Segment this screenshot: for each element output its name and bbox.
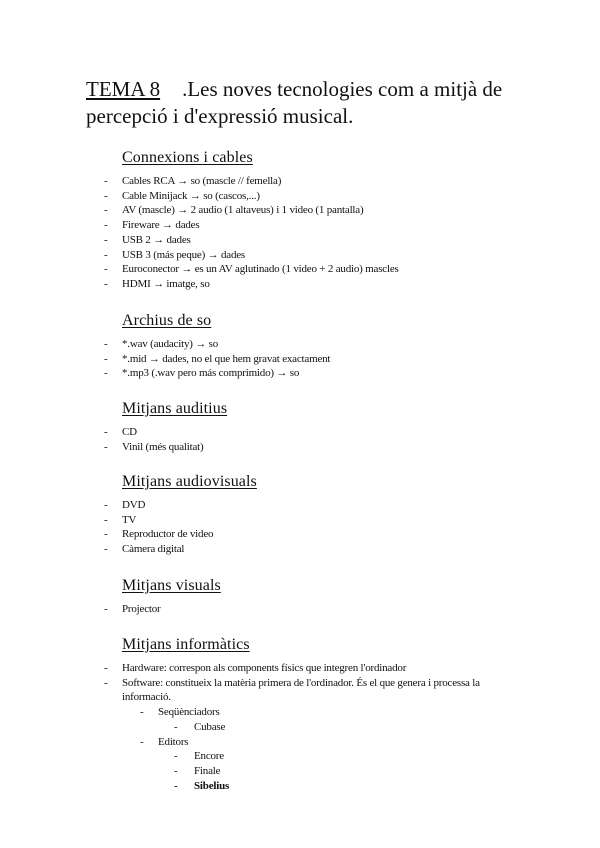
section-audiovisuals <box>104 472 524 557</box>
auditius-list <box>104 425 524 454</box>
dash-marker: - <box>104 352 108 365</box>
audiovisuals-list <box>104 498 524 557</box>
connexions-list <box>104 174 524 292</box>
dash-marker: - <box>104 367 108 380</box>
section-heading: Archius de so <box>122 312 212 329</box>
list-item: - DVD <box>104 499 146 511</box>
list-item: - *.mp3 (.wav pero más comprimido) → so <box>104 367 300 380</box>
sublist-item-encore: - Encore <box>174 750 224 763</box>
list-item: - CD <box>104 426 137 438</box>
dash-marker: - <box>104 543 108 556</box>
section-heading: Mitjans audiovisuals <box>122 473 257 490</box>
dash-marker: - <box>104 528 108 541</box>
section-heading: Mitjans visuals <box>122 577 221 594</box>
dash-marker: - <box>174 779 178 792</box>
dash-marker: - <box>140 706 144 719</box>
list-item: - *.mid → dades, no el que hem gravat exactament <box>104 352 331 365</box>
list-item: - USB 3 (más peque) → dades <box>104 248 246 261</box>
list-item: - USB 2 → dades <box>104 233 191 246</box>
informatics-list <box>104 661 524 705</box>
dash-marker: - <box>104 277 108 290</box>
sublist-item-sibelius: - Sibelius <box>174 779 230 792</box>
dash-marker: - <box>174 720 178 733</box>
dash-marker: - <box>104 676 108 689</box>
list-item: - Reproductor de video <box>104 528 214 541</box>
tema-number: TEMA 8 <box>86 77 161 101</box>
sublist-item-cubase: - Cubase <box>174 720 226 733</box>
dash-marker: - <box>174 764 178 777</box>
list-item: - Cable Minijack → so (cascos,...) <box>104 189 260 202</box>
list-item: - AV (mascle) → 2 audio (1 altaveus) i 1 video (1 pantalla) <box>104 204 364 217</box>
list-item: - Cables RCA → so (mascle // femella) <box>104 175 282 187</box>
section-visuals <box>104 576 524 617</box>
list-item: - Projector <box>104 603 161 615</box>
dash-marker: - <box>104 175 108 187</box>
list-item: - TV <box>104 513 137 526</box>
sublist-item-sequenciadors: - Seqüènciadors <box>140 706 220 719</box>
section-connexions <box>104 148 524 292</box>
dash-marker: - <box>104 248 108 261</box>
sublist-item-editors: - Editors <box>140 735 189 748</box>
dash-marker: - <box>104 440 108 453</box>
section-informatics <box>104 635 524 793</box>
arxius-list <box>104 337 524 381</box>
list-item: - *.wav (audacity) → so <box>104 338 218 350</box>
dash-marker: - <box>104 189 108 202</box>
dash-marker: - <box>104 426 108 438</box>
dash-marker: - <box>104 338 108 350</box>
list-item: - Fireware → dades <box>104 219 200 232</box>
section-arxius <box>104 311 524 381</box>
list-item: - Hardware: correspon als components físics que integren l'ordinador <box>104 662 407 674</box>
list-item: - Vinil (més qualitat) <box>104 440 204 453</box>
dash-marker: - <box>104 204 108 217</box>
dash-marker: - <box>140 735 144 748</box>
list-item: - Software: constitueix la matèria primera de l'ordinador. És el que genera i processa la informació. <box>104 676 480 704</box>
section-auditius <box>104 399 524 454</box>
dash-marker: - <box>104 219 108 232</box>
dash-marker: - <box>104 662 108 674</box>
dash-marker: - <box>174 750 178 763</box>
dash-marker: - <box>104 499 108 511</box>
title-text: Les noves tecnologies com a mitjà de percepció i d'expressió musical. <box>86 77 503 128</box>
list-item: - Càmera digital <box>104 543 185 556</box>
dash-marker: - <box>104 603 108 615</box>
list-item: - Euroconector → es un AV aglutinado (1 video + 2 audio) mascles <box>104 263 399 276</box>
sublist-item-finale: - Finale <box>174 764 221 777</box>
dash-marker: - <box>104 263 108 276</box>
section-heading: Mitjans auditius <box>122 400 228 417</box>
dash-marker: - <box>104 513 108 526</box>
dash-marker: - <box>104 233 108 246</box>
visuals-list <box>104 602 524 617</box>
page-title: TEMA 8 .Les noves tecnologies com a mitjà de percepció i d'expressió musical. <box>86 77 503 128</box>
section-heading: Mitjans informàtics <box>122 636 250 653</box>
list-item: - HDMI → imatge, so <box>104 277 210 290</box>
section-heading: Connexions i cables <box>122 149 253 166</box>
